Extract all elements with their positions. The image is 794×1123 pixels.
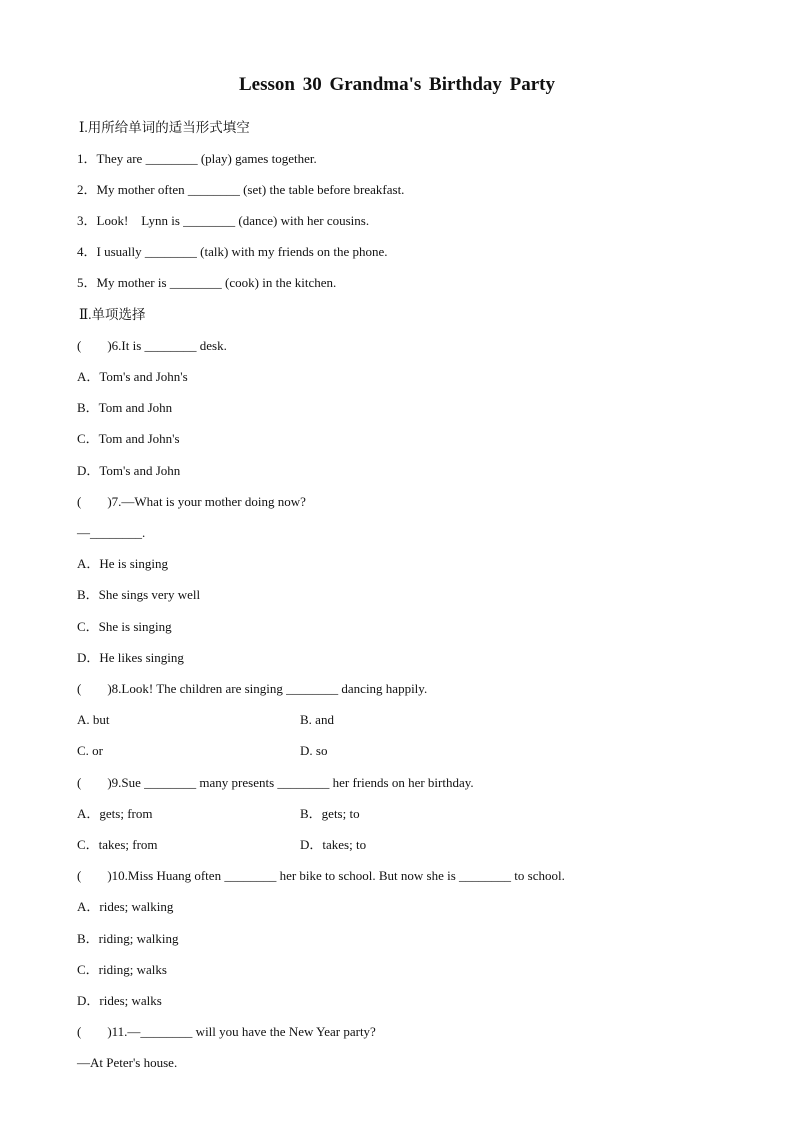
question-11-answer-line: —At Peter's house. <box>77 1055 178 1070</box>
question-6-option-b: B．Tom and John <box>77 400 173 415</box>
question-10-option-c: C．riding; walks <box>77 962 167 977</box>
question-9-option-a: A．gets; from <box>77 806 153 821</box>
fill-in-item-2: 2．My mother often ________ (set) the table before breakfast. <box>77 182 405 197</box>
question-6-option-c: C．Tom and John's <box>77 431 180 446</box>
question-9-option-c: C．takes; from <box>77 837 158 852</box>
question-9-stem: ( )9.Sue ________ many presents ________ her friends on her birthday. <box>77 775 474 790</box>
question-8-option-d: D. so <box>300 743 328 758</box>
question-7-option-a: A．He is singing <box>77 556 169 571</box>
question-9-option-b: B．gets; to <box>300 806 360 821</box>
question-7-answer-line: —________. <box>77 525 146 540</box>
question-7-option-b: B．She sings very well <box>77 587 201 602</box>
question-8-option-b: B. and <box>300 712 334 727</box>
question-8-option-a: A. but <box>77 712 110 727</box>
question-11-stem: ( )11.—________ will you have the New Year party? <box>77 1024 376 1039</box>
question-6-stem: ( )6.It is ________ desk. <box>77 338 227 353</box>
question-8-stem: ( )8.Look! The children are singing ________ dancing happily. <box>77 681 428 696</box>
question-7-stem: ( )7.—What is your mother doing now? <box>77 494 306 509</box>
question-6-option-a: A．Tom's and John's <box>77 369 188 384</box>
question-6-option-d: D．Tom's and John <box>77 463 181 478</box>
question-7-option-c: C．She is singing <box>77 619 172 634</box>
fill-in-item-3: 3．Look! Lynn is ________ (dance) with her cousins. <box>77 213 370 228</box>
question-8-option-c: C. or <box>77 743 103 758</box>
question-10-stem: ( )10.Miss Huang often ________ her bike to school. But now she is ________ to school. <box>77 868 565 883</box>
fill-in-item-5: 5．My mother is ________ (cook) in the kitchen. <box>77 275 337 290</box>
question-10-option-a: A．rides; walking <box>77 899 174 914</box>
fill-in-item-1: 1．They are ________ (play) games together. <box>77 151 317 166</box>
question-10-option-d: D．rides; walks <box>77 993 162 1008</box>
section-1-heading: Ⅰ.用所给单词的适当形式填空 <box>79 120 250 135</box>
question-9-option-d: D．takes; to <box>300 837 367 852</box>
section-2-heading: Ⅱ.单项选择 <box>79 307 146 322</box>
question-7-option-d: D．He likes singing <box>77 650 184 665</box>
question-10-option-b: B．riding; walking <box>77 931 179 946</box>
page-title: Lesson 30 Grandma's Birthday Party <box>238 74 556 95</box>
fill-in-item-4: 4．I usually ________ (talk) with my friends on the phone. <box>77 244 388 259</box>
